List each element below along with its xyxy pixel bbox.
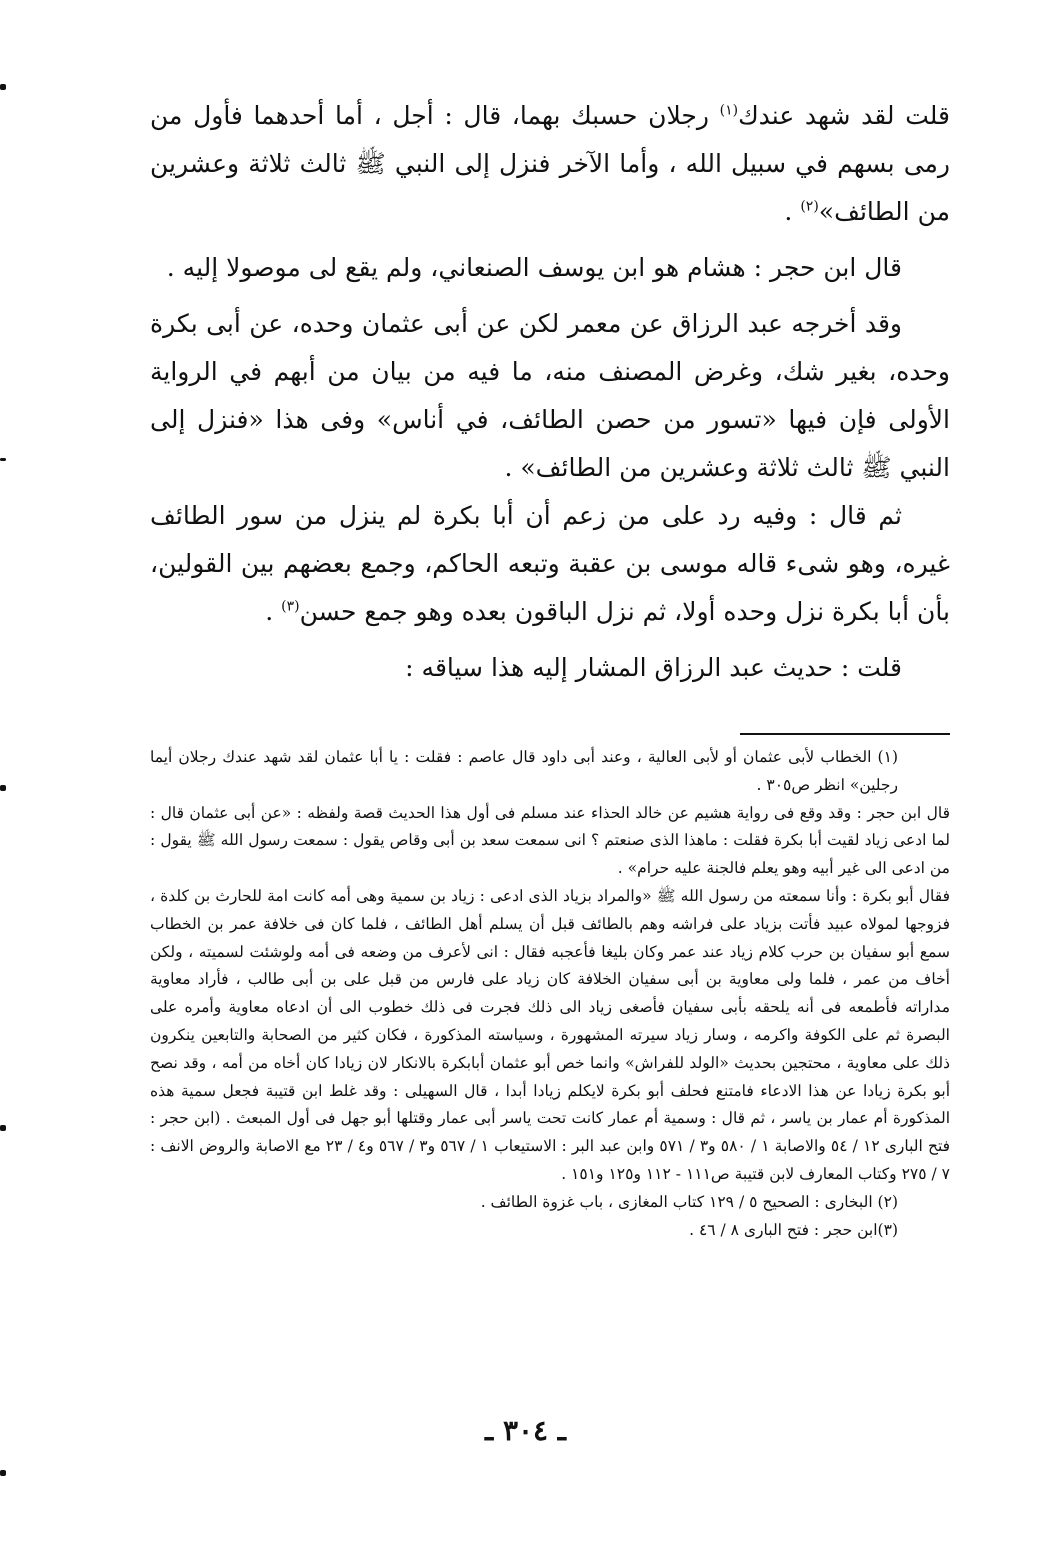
- footnote-1-continued-a: قال ابن حجر : وقد وقع فى رواية هشيم عن خالد الحذاء عند مسلم فى أول هذا الحديث قصة ولفظه : «عن أبى عثمان قال : لما ادعى زياد لقيت أبا بكرة فقلت : ماهذا الذى صنعتم ؟ انى سمعت سعد بن أبى وقاص يقول : سمعت رسول الله ﷺ يقول : من ادعى الى غير أبيه وهو يعلم فالجنة عليه حرام» .: [150, 803, 950, 878]
- paragraph-4-body: ثم قال : وفيه رد على من زعم أن أبا بكرة لم ينزل من سور الطائف غيره، وهو شىء قاله موسى بن عقبة وتبعه الحاكم، وجمع بعضهم بين القولين، بأن أبا بكرة نزل وحده أولا، ثم نزل الباقون بعده وهو جمع حسن: [150, 501, 950, 626]
- footnote-ref-1[interactable]: (١): [719, 102, 739, 119]
- footnote-ref-3[interactable]: (٣): [281, 598, 300, 615]
- paragraph-2: قال ابن حجر : هشام هو ابن يوسف الصنعاني، ولم يقع لى موصولا إليه .: [166, 253, 902, 282]
- paragraph-1-start: قلت لقد شهد عندك: [738, 101, 950, 130]
- paragraph-1-end: .: [784, 197, 801, 226]
- paragraph-1-body: رجلان حسبك بهما، قال : أجل ، أما أحدهما فأول من رمى بسهم في سبيل الله ، وأما الآخر فنزل إلى النبي ﷺ ثالث ثلاثة وعشرين من الطائف»: [150, 101, 950, 226]
- page-number: ـ ٣٠٤ ـ: [484, 1414, 567, 1447]
- scan-mark: [0, 458, 6, 461]
- footnote-1-continued-b: فقال أبو بكرة : وأنا سمعته من رسول الله ﷺ «والمراد بزياد الذى ادعى : زياد بن سمية وهى أمه كانت امة للحارث بن كلدة ، فزوجها لمولاه عبيد فأتت بزياد على فراشه وهم بالطائف قبل أن يسلم أهل الطائف ، فلما كان فى خلافة عمر بن الخطاب سمع أبو سفيان بن حرب كلام زياد عند عمر وكان بليغا فأعجبه فقال : انى لأعرف من وضعه فى أمه ولوشئت لسميته ، ولكن أخاف من عمر ، فلما ولى معاوية بن أبى سفيان الخلافة كان زياد على فارس من قبل على بن أبى طالب ، فأراد معاوية مداراته فأطمعه فى أنه يلحقه بأبى سفيان فأصغى زياد الى ذلك فجرت فى ذلك خطوب الى أن ادعاه معاوية وأمره على البصرة ثم على الكوفة واكرمه ، وسار زياد سيرته المشهورة ، وسياسته المذكورة ، فكان كثير من الصحابة والتابعين ينكرون ذلك على معاوية ، محتجين بحديث «الولد للفراش» وانما خص أبو عثمان أبابكرة بالانكار لان زيادا كان أخاه من أمه ، وقد نصح أبو بكرة زيادا عن هذا الادعاء فامتنع فحلف أبو بكرة لايكلم زيادا أبدا ، قال السهيلى : وقد غلط ابن قتيبة فجعل سمية هذه المذكورة أم عمار بن ياسر ، ثم قال : وسمية أم عمار كانت تحت ياسر أبى عمار وقتلها أبو جهل فى أول المبعث . (ابن حجر : فتح البارى ١٢ / ٥٤ والاصابة ١ / ٥٨٠ و٣ / ٥٧١ وابن عبد البر : الاستيعاب ١ / ٥٦٧ و٣ / ٥٦٧ و٤ / ٢٣ مع الاصابة والروض الانف : ٧ / ٢٧٥ وكتاب المعارف لابن قتيبة ص١١١ - ١١٢ و١٢٥ و١٥١ .: [150, 886, 951, 1183]
- scan-mark: [0, 785, 6, 791]
- paragraph-4-end: .: [265, 597, 282, 626]
- paragraph-5: قلت : حديث عبد الرزاق المشار إليه هذا سياقه :: [405, 653, 902, 682]
- main-text: [150, 92, 950, 692]
- footnote-2: (٢) البخارى : الصحيح ٥ / ١٢٩ كتاب المغازى ، باب غزوة الطائف .: [480, 1192, 898, 1211]
- footnote-ref-2[interactable]: (٢): [800, 198, 819, 215]
- footnote-1: (١) الخطاب لأبى عثمان أو لأبى العالية ، وعند أبى داود قال عاصم : فقلت : يا أبا عثمان لقد شهد عندك رجلان أيما رجلين» انظر ص٣٠٥ .: [150, 748, 898, 794]
- footnote-3: (٣)ابن حجر : فتح البارى ٨ / ٤٦ .: [689, 1220, 898, 1239]
- paragraph-4: [150, 492, 950, 636]
- footnote-separator: [740, 733, 950, 735]
- scan-mark: [0, 1125, 6, 1131]
- paragraph-1: [150, 92, 950, 236]
- footnotes: [150, 744, 950, 1244]
- paragraph-3: وقد أخرجه عبد الرزاق عن معمر لكن عن أبى عثمان وحده، عن أبى بكرة وحده، بغير شك، وغرض المصنف منه، ما فيه من بيان من أبهم في الرواية الأولى فإن فيها «تسور من حصن الطائف، في أناس» وفى هذا «فنزل إلى النبي ﷺ ثالث ثلاثة وعشرين من الطائف» .: [150, 309, 950, 482]
- scan-mark: [0, 1470, 6, 1476]
- scan-mark: [0, 84, 6, 90]
